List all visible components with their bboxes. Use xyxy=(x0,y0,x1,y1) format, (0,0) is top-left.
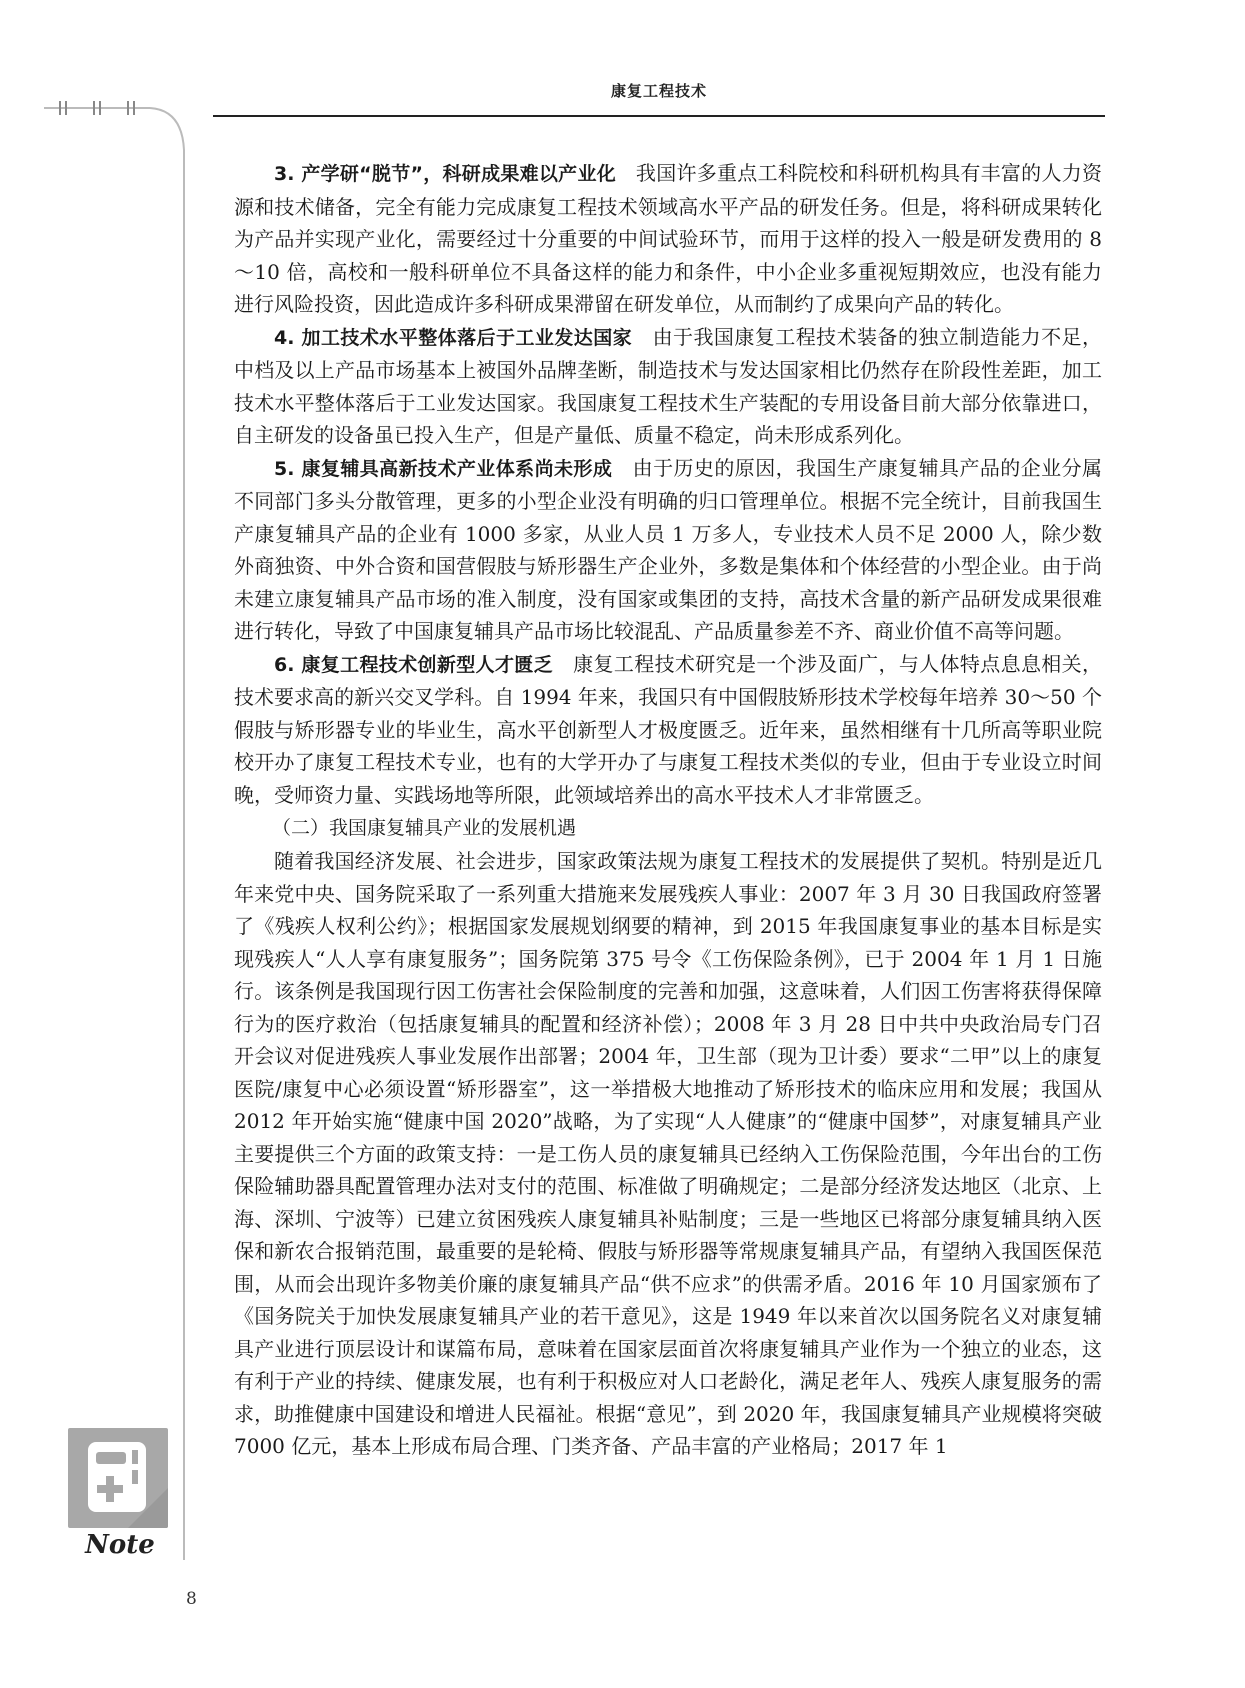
paragraph-section-3 xyxy=(234,157,1102,321)
running-header-title: 康复工程技术 xyxy=(610,82,707,100)
section-3-heading: 3. 产学研“脱节”，科研成果难以产业化 xyxy=(274,163,617,185)
note-label: Note xyxy=(85,1530,155,1560)
section-3-body: 我国许多重点工科院校和科研机构具有丰富的人力资源和技术储备，完全有能力完成康复工程技术领域高水平产品的研发任务。但是，将科研成果转化为产品并实现产业化，需要经过十分重要的中间试验环节，而用于这样的投入一般是研发费用的 8～10 倍，高校和一般科研单位不具备这样的能力和条件，中小企业多重视短期效应，也没有能力进行风险投资，因此造成许多科研成果滞留在研发单位，从而制约了成果向产品的转化。 xyxy=(234,161,1103,316)
paragraph-section-6 xyxy=(234,648,1102,812)
section-5-body: 由于历史的原因，我国生产康复辅具产品的企业分属不同部门多头分散管理，更多的小型企业没有明确的归口管理单位。根据不完全统计，目前我国生产康复辅具产品的企业有 1000 多家，从业人员 1 万多人，专业技术人员不足 2000 人，除少数外商独资、中外合资和国营假肢与矫形器生产企业外，多数是集体和个体经营的小型企业。由于尚未建立康复辅具产品市场的准入制度，没有国家或集团的支持，高技术含量的新产品研发成果很难进行转化，导致了中国康复辅具产品市场比较混乱、产品质量参差不齐、商业价值不高等问题。 xyxy=(234,455,1103,643)
paragraph-section-4 xyxy=(234,321,1102,452)
section-5-heading: 5. 康复辅具高新技术产业体系尚未形成 xyxy=(274,457,613,480)
paragraph-section-5 xyxy=(234,452,1102,648)
section-4-body: 由于我国康复工程技术装备的独立制造能力不足，中档及以上产品市场基本上被国外品牌垄断，制造技术与发达国家相比仍然存在阶段性差距，加工技术水平整体落后于工业发达国家。我国康复工程技术生产装配的专用设备目前大部分依靠进口，自主研发的设备虽已投入生产，但是产量低、质量不稳定，尚未形成系列化。 xyxy=(234,324,1102,447)
section-4-heading: 4. 加工技术水平整体落后于工业发达国家 xyxy=(274,326,633,349)
body-text xyxy=(234,157,1102,1463)
header-rule xyxy=(213,115,1105,117)
subsection-2-heading: （二）我国康复辅具产业的发展机遇 xyxy=(272,817,577,839)
margin-rail-decoration xyxy=(0,0,200,1600)
note-icon xyxy=(68,1428,168,1528)
page-number: 8 xyxy=(186,1589,197,1609)
subsection-2-body: 随着我国经济发展、社会进步，国家政策法规为康复工程技术的发展提供了契机。特别是近几年来党中央、国务院采取了一系列重大措施来发展残疾人事业：2007 年 3 月 30 日我国政府签署了《残疾人权利公约》；根据国家发展规划纲要的精神，到 2015 年我国康复事业的基本目标是实现残疾人“人人享有康复服务”；国务院第 375 号令《工伤保险条例》，已于 2004 年 1 月 1 日施行。该条例是我国现行因工伤害社会保险制度的完善和加强，这意味着，人们因工伤害将获得保障行为的医疗救治（包括康复辅具的配置和经济补偿）；2008 年 3 月 28 日中共中央政治局专门召开会议对促进残疾人事业发展作出部署；2004 年，卫生部（现为卫计委）要求“二甲”以上的康复医院/康复中心必须设置“矫形器室”，这一举措极大地推动了矫形技术的临床应用和发展；我国从 2012 年开始实施“健康中国 2020”战略，为了实现“人人健康”的“健康中国梦”，对康复辅具产业主要提供三个方面的政策支持：一是工伤人员的康复辅具已经纳入工伤保险范围，今年出台的工伤保险辅助器具配置管理办法对支付的范围、标准做了明确规定；二是部分经济发达地区（北京、上海、深圳、宁波等）已建立贫困残疾人康复辅具补贴制度；三是一些地区已将部分康复辅具纳入医保和新农合报销范围，最重要的是轮椅、假肢与矫形器等常规康复辅具产品，有望纳入我国医保范围，从而会出现许多物美价廉的康复辅具产品“供不应求”的供需矛盾。2016 年 10 月国家颁布了《国务院关于加快发展康复辅具产业的若干意见》，这是 1949 年以来首次以国务院名义对康复辅具产业进行顶层设计和谋篇布局，意味着在国家层面首次将康复辅具产业作为一个独立的业态，这有利于产业的持续、健康发展，也有利于积极应对人口老龄化，满足老年人、残疾人康复服务的需求，助推健康中国建设和增进人民福祉。根据“意见”，到 2020 年，我国康复辅具产业规模将突破 7000 亿元，基本上形成布局合理、门类齐备、产品丰富的产业格局；2017 年 1 xyxy=(234,849,1102,1458)
section-6-heading: 6. 康复工程技术创新型人才匮乏 xyxy=(274,653,554,676)
section-6-body: 康复工程技术研究是一个涉及面广，与人体特点息息相关，技术要求高的新兴交叉学科。自 1994 年来，我国只有中国假肢矫形技术学校每年培养 30～50 个假肢与矫形器专业的毕业生，高水平创新型人才极度匮乏。近年来，虽然相继有十几所高等职业院校开办了康复工程技术专业，也有的大学开办了与康复工程技术类似的专业，但由于专业设立时间晚，受师资力量、实践场地等所限，此领域培养出的高水平技术人才非常匮乏。 xyxy=(234,651,1103,807)
